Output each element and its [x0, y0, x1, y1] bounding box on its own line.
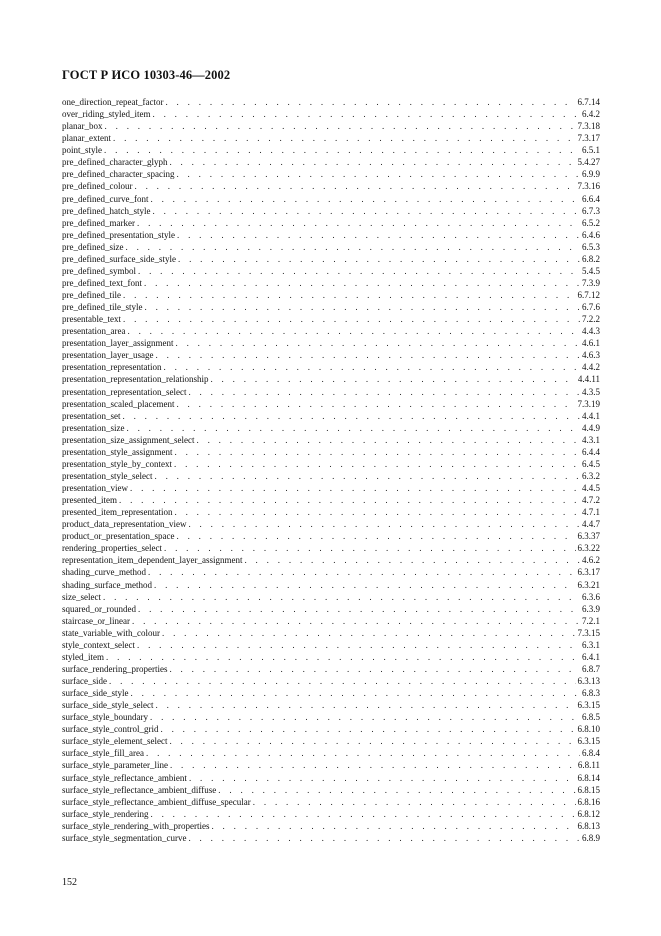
dot-leader	[163, 361, 580, 373]
index-entry	[62, 663, 600, 675]
index-entry	[62, 398, 600, 410]
index-term: presentation_representation	[62, 362, 162, 373]
index-term: pre_defined_tile_style	[62, 302, 143, 313]
index-reference: 6.9.9	[582, 169, 600, 180]
index-term: surface_style_reflectance_ambient_diffuse_specular	[62, 796, 251, 807]
index-term: pre_defined_colour	[62, 181, 133, 192]
index-entry	[62, 615, 600, 627]
dot-leader	[174, 458, 580, 470]
index-term: pre_defined_character_spacing	[62, 169, 175, 180]
index-term: presentation_set	[62, 410, 121, 421]
index-term: presentation_style_by_context	[62, 458, 172, 469]
index-entry	[62, 193, 600, 205]
dot-leader	[154, 579, 576, 591]
index-reference: 7.2.2	[582, 314, 600, 325]
index-reference: 7.3.16	[577, 181, 600, 192]
index-term: presentation_scaled_placement	[62, 398, 175, 409]
index-reference: 6.8.9	[582, 832, 600, 843]
index-reference: 6.8.2	[582, 253, 600, 264]
dot-leader	[152, 205, 580, 217]
index-term: presentation_layer_usage	[62, 350, 154, 361]
index-term: size_select	[62, 591, 101, 602]
dot-leader	[103, 591, 580, 603]
dot-leader	[137, 639, 580, 651]
index-reference: 7.2.1	[582, 615, 600, 626]
index-reference: 6.3.37	[577, 531, 600, 542]
index-reference: 6.8.13	[577, 820, 600, 831]
index-reference: 4.6.2	[582, 555, 600, 566]
index-term: pre_defined_text_font	[62, 277, 142, 288]
dot-leader	[188, 386, 580, 398]
index-term: surface_side_style	[62, 688, 129, 699]
index-entry	[62, 820, 600, 832]
index-entry	[62, 386, 600, 398]
index-term: presented_item_representation	[62, 507, 173, 518]
index-reference: 7.3.15	[577, 627, 600, 638]
index-reference: 4.3.5	[582, 386, 600, 397]
dot-leader	[154, 470, 580, 482]
index-reference: 6.8.12	[577, 808, 600, 819]
dot-leader	[178, 253, 580, 265]
index-reference: 6.4.4	[582, 446, 600, 457]
index-reference: 6.8.14	[577, 772, 600, 783]
index-term: rendering_properties_select	[62, 543, 162, 554]
index-entry	[62, 301, 600, 313]
index-term: surface_style_boundary	[62, 712, 148, 723]
index-reference: 6.6.4	[582, 193, 600, 204]
index-term: product_data_representation_view	[62, 519, 187, 530]
index-reference: 6.3.13	[577, 676, 600, 686]
index-entry	[62, 229, 600, 241]
index-reference: 6.8.4	[582, 748, 600, 759]
index-reference: 4.6.1	[582, 338, 600, 349]
index-reference: 6.8.7	[582, 663, 600, 674]
index-reference: 5.4.5	[582, 265, 600, 276]
index-entry	[62, 494, 600, 506]
dot-leader	[109, 675, 576, 687]
dot-leader	[144, 301, 580, 313]
dot-leader	[138, 265, 580, 277]
index-term: pre_defined_curve_font	[62, 193, 149, 204]
index-term: planar_box	[62, 121, 103, 132]
dot-leader	[189, 772, 576, 784]
index-entry	[62, 747, 600, 759]
index-reference: 6.4.2	[582, 109, 600, 120]
dot-leader	[148, 566, 576, 578]
index-term: presentation_area	[62, 326, 126, 337]
document-header: ГОСТ Р ИСО 10303-46—2002	[62, 68, 231, 82]
dot-leader	[155, 699, 575, 711]
dot-leader	[175, 337, 580, 349]
index-entry	[62, 289, 600, 301]
index-entry	[62, 482, 600, 494]
index-term: staircase_or_linear	[62, 615, 130, 626]
index-entry	[62, 410, 600, 422]
dot-leader	[176, 398, 575, 410]
index-term: pre_defined_size	[62, 241, 124, 252]
dot-leader	[137, 217, 580, 229]
index-reference: 4.3.1	[582, 434, 600, 445]
index-entry	[62, 446, 600, 458]
dot-leader	[210, 373, 575, 385]
index-entry	[62, 325, 600, 337]
index-term: surface_style_reflectance_ambient_diffuse	[62, 784, 217, 795]
index-entry	[62, 832, 600, 844]
index-entry	[62, 566, 600, 578]
index-entry	[62, 458, 600, 470]
index-reference: 6.3.17	[577, 567, 600, 578]
index-entry	[62, 518, 600, 530]
dot-leader	[176, 168, 580, 180]
index-reference: 4.4.11	[577, 374, 600, 385]
index-reference: 7.3.19	[577, 398, 600, 409]
dot-leader	[188, 832, 580, 844]
index-term: surface_rendering_properties	[62, 663, 168, 674]
index-reference: 7.3.9	[582, 277, 600, 288]
index-reference: 6.8.16	[577, 796, 600, 807]
index-reference: 6.5.1	[582, 145, 600, 156]
index-entry	[62, 759, 600, 771]
index-entry	[62, 120, 600, 132]
index-entry	[62, 277, 600, 289]
index-reference: 6.4.6	[582, 229, 600, 240]
index-reference: 4.4.9	[582, 422, 600, 433]
index-term: presentation_style_assignment	[62, 446, 173, 457]
index-reference: 7.3.17	[577, 133, 600, 144]
dot-leader	[174, 506, 580, 518]
dot-leader	[146, 747, 580, 759]
dot-leader	[132, 615, 580, 627]
index-reference: 6.7.3	[582, 205, 600, 216]
index-term: surface_style_rendering_with_properties	[62, 820, 210, 831]
dot-leader	[244, 554, 580, 566]
index-term: presentation_representation_relationship	[62, 374, 209, 385]
index-reference: 6.3.2	[582, 470, 600, 481]
dot-leader	[169, 156, 575, 168]
index-entry	[62, 205, 600, 217]
index-reference: 4.4.7	[582, 519, 600, 530]
index-entry	[62, 132, 600, 144]
index-entry	[62, 349, 600, 361]
index-term: pre_defined_marker	[62, 217, 135, 228]
dot-leader	[170, 759, 576, 771]
index-reference: 6.7.14	[577, 97, 600, 107]
index-reference: 6.3.15	[577, 700, 600, 711]
index-reference: 6.3.15	[577, 736, 600, 747]
index-reference: 7.3.18	[577, 121, 600, 132]
index-entry	[62, 651, 600, 663]
index-reference: 4.4.1	[582, 410, 600, 421]
dot-leader	[165, 96, 575, 108]
index-term: pre_defined_presentation_style	[62, 229, 175, 240]
index-term: surface_style_control_grid	[62, 724, 159, 735]
dot-leader	[125, 241, 580, 253]
dot-leader	[164, 542, 576, 554]
index-entry	[62, 506, 600, 518]
dot-leader	[169, 735, 575, 747]
index-entry	[62, 784, 600, 796]
index-entry	[62, 735, 600, 747]
index-entry	[62, 144, 600, 156]
index-term: representation_item_dependent_layer_assignment	[62, 555, 243, 566]
index-reference: 6.7.6	[582, 302, 600, 313]
index-term: pre_defined_symbol	[62, 265, 136, 276]
index-term: squared_or_rounded	[62, 603, 136, 614]
index-entry	[62, 579, 600, 591]
dot-leader	[152, 108, 580, 120]
index-term: presentation_style_select	[62, 470, 153, 481]
index-entry	[62, 687, 600, 699]
index-term: surface_side	[62, 676, 107, 686]
index-term: surface_style_fill_area	[62, 748, 144, 759]
dot-leader	[150, 808, 575, 820]
index-entry	[62, 241, 600, 253]
index-entry	[62, 253, 600, 265]
index-entry	[62, 627, 600, 639]
index-entry	[62, 639, 600, 651]
dot-leader	[130, 482, 580, 494]
index-reference: 6.3.21	[577, 579, 600, 590]
index-term: planar_extent	[62, 133, 111, 144]
index-term: surface_style_rendering	[62, 808, 149, 819]
dot-leader	[211, 820, 575, 832]
index-reference: 5.4.27	[577, 157, 600, 168]
index-reference: 6.5.2	[582, 217, 600, 228]
index-term: point_style	[62, 145, 102, 156]
dot-leader	[134, 180, 575, 192]
index-term: presentation_view	[62, 483, 128, 493]
index-term: product_or_presentation_space	[62, 531, 175, 542]
index-reference: 6.3.22	[577, 543, 600, 554]
dot-leader	[196, 434, 580, 446]
index-entry	[62, 699, 600, 711]
index-entry	[62, 711, 600, 723]
dot-leader	[177, 229, 580, 241]
dot-leader	[138, 603, 580, 615]
index-term: surface_side_style_select	[62, 700, 154, 711]
index-term: pre_defined_surface_side_style	[62, 253, 176, 264]
index-entry	[62, 591, 600, 603]
index-entry	[62, 168, 600, 180]
index-term: surface_style_parameter_line	[62, 760, 168, 771]
index-entry	[62, 180, 600, 192]
index-reference: 6.8.15	[577, 784, 600, 795]
dot-leader	[188, 518, 580, 530]
index-entry	[62, 470, 600, 482]
index-term: presented_item	[62, 495, 117, 506]
dot-leader	[123, 289, 576, 301]
index-term: state_variable_with_colour	[62, 627, 160, 638]
index-reference: 4.6.3	[582, 350, 600, 361]
dot-leader	[176, 530, 575, 542]
index-term: shading_surface_method	[62, 579, 152, 590]
index-reference: 6.7.12	[577, 290, 600, 300]
index-entry	[62, 313, 600, 325]
index-entry	[62, 108, 600, 120]
index-term: surface_style_element_select	[62, 736, 168, 747]
index-reference: 6.5.3	[582, 241, 600, 252]
dot-leader	[144, 277, 580, 289]
index-reference: 4.7.1	[582, 507, 600, 518]
index-term: over_riding_styled_item	[62, 109, 151, 120]
index-term: shading_curve_method	[62, 567, 146, 578]
index-entry	[62, 265, 600, 277]
index-term: presentation_size_assignment_select	[62, 434, 195, 445]
index-entry	[62, 361, 600, 373]
index-entry	[62, 156, 600, 168]
dot-leader	[126, 422, 580, 434]
index-term: presentation_layer_assignment	[62, 338, 174, 349]
dot-leader	[106, 651, 580, 663]
dot-leader	[130, 687, 580, 699]
index-entry	[62, 603, 600, 615]
index-entry	[62, 96, 600, 108]
index-term: styled_item	[62, 651, 104, 662]
index-reference: 6.3.1	[582, 639, 600, 650]
dot-leader	[150, 193, 580, 205]
index-reference: 4.4.2	[582, 362, 600, 373]
dot-leader	[174, 446, 580, 458]
index-entry	[62, 422, 600, 434]
dot-leader	[119, 494, 580, 506]
index-list	[62, 96, 600, 844]
dot-leader	[113, 132, 576, 144]
dot-leader	[123, 313, 580, 325]
index-term: one_direction_repeat_factor	[62, 97, 164, 107]
index-reference: 6.4.1	[582, 651, 600, 662]
index-term: presentation_representation_select	[62, 386, 187, 397]
index-entry	[62, 337, 600, 349]
index-term: pre_defined_hatch_style	[62, 205, 151, 216]
dot-leader	[253, 796, 576, 808]
index-entry	[62, 373, 600, 385]
page-number: 152	[62, 877, 77, 888]
index-term: pre_defined_character_glyph	[62, 157, 168, 168]
index-entry	[62, 796, 600, 808]
dot-leader	[150, 711, 580, 723]
dot-leader	[104, 144, 580, 156]
index-reference: 6.8.5	[582, 712, 600, 723]
index-entry	[62, 554, 600, 566]
dot-leader	[122, 410, 580, 422]
dot-leader	[160, 723, 575, 735]
dot-leader	[162, 627, 576, 639]
index-reference: 6.4.5	[582, 458, 600, 469]
dot-leader	[169, 663, 580, 675]
dot-leader	[155, 349, 580, 361]
index-term: surface_style_reflectance_ambient	[62, 772, 187, 783]
dot-leader	[127, 325, 580, 337]
index-reference: 6.8.11	[577, 760, 600, 771]
index-entry	[62, 808, 600, 820]
index-reference: 6.3.9	[582, 603, 600, 614]
index-reference: 4.7.2	[582, 495, 600, 506]
index-term: pre_defined_tile	[62, 290, 121, 300]
index-entry	[62, 217, 600, 229]
index-reference: 4.4.5	[582, 483, 600, 493]
index-term: style_context_select	[62, 639, 135, 650]
dot-leader	[105, 120, 576, 132]
index-reference: 6.3.6	[582, 591, 600, 602]
index-entry	[62, 542, 600, 554]
index-term: surface_style_segmentation_curve	[62, 832, 187, 843]
index-entry	[62, 434, 600, 446]
index-entry	[62, 772, 600, 784]
index-entry	[62, 675, 600, 687]
index-reference: 6.8.3	[582, 688, 600, 699]
index-term: presentable_text	[62, 314, 121, 325]
index-entry	[62, 723, 600, 735]
dot-leader	[218, 784, 575, 796]
index-term: presentation_size	[62, 422, 125, 433]
index-reference: 4.4.3	[582, 326, 600, 337]
index-entry	[62, 530, 600, 542]
index-reference: 6.8.10	[577, 724, 600, 735]
